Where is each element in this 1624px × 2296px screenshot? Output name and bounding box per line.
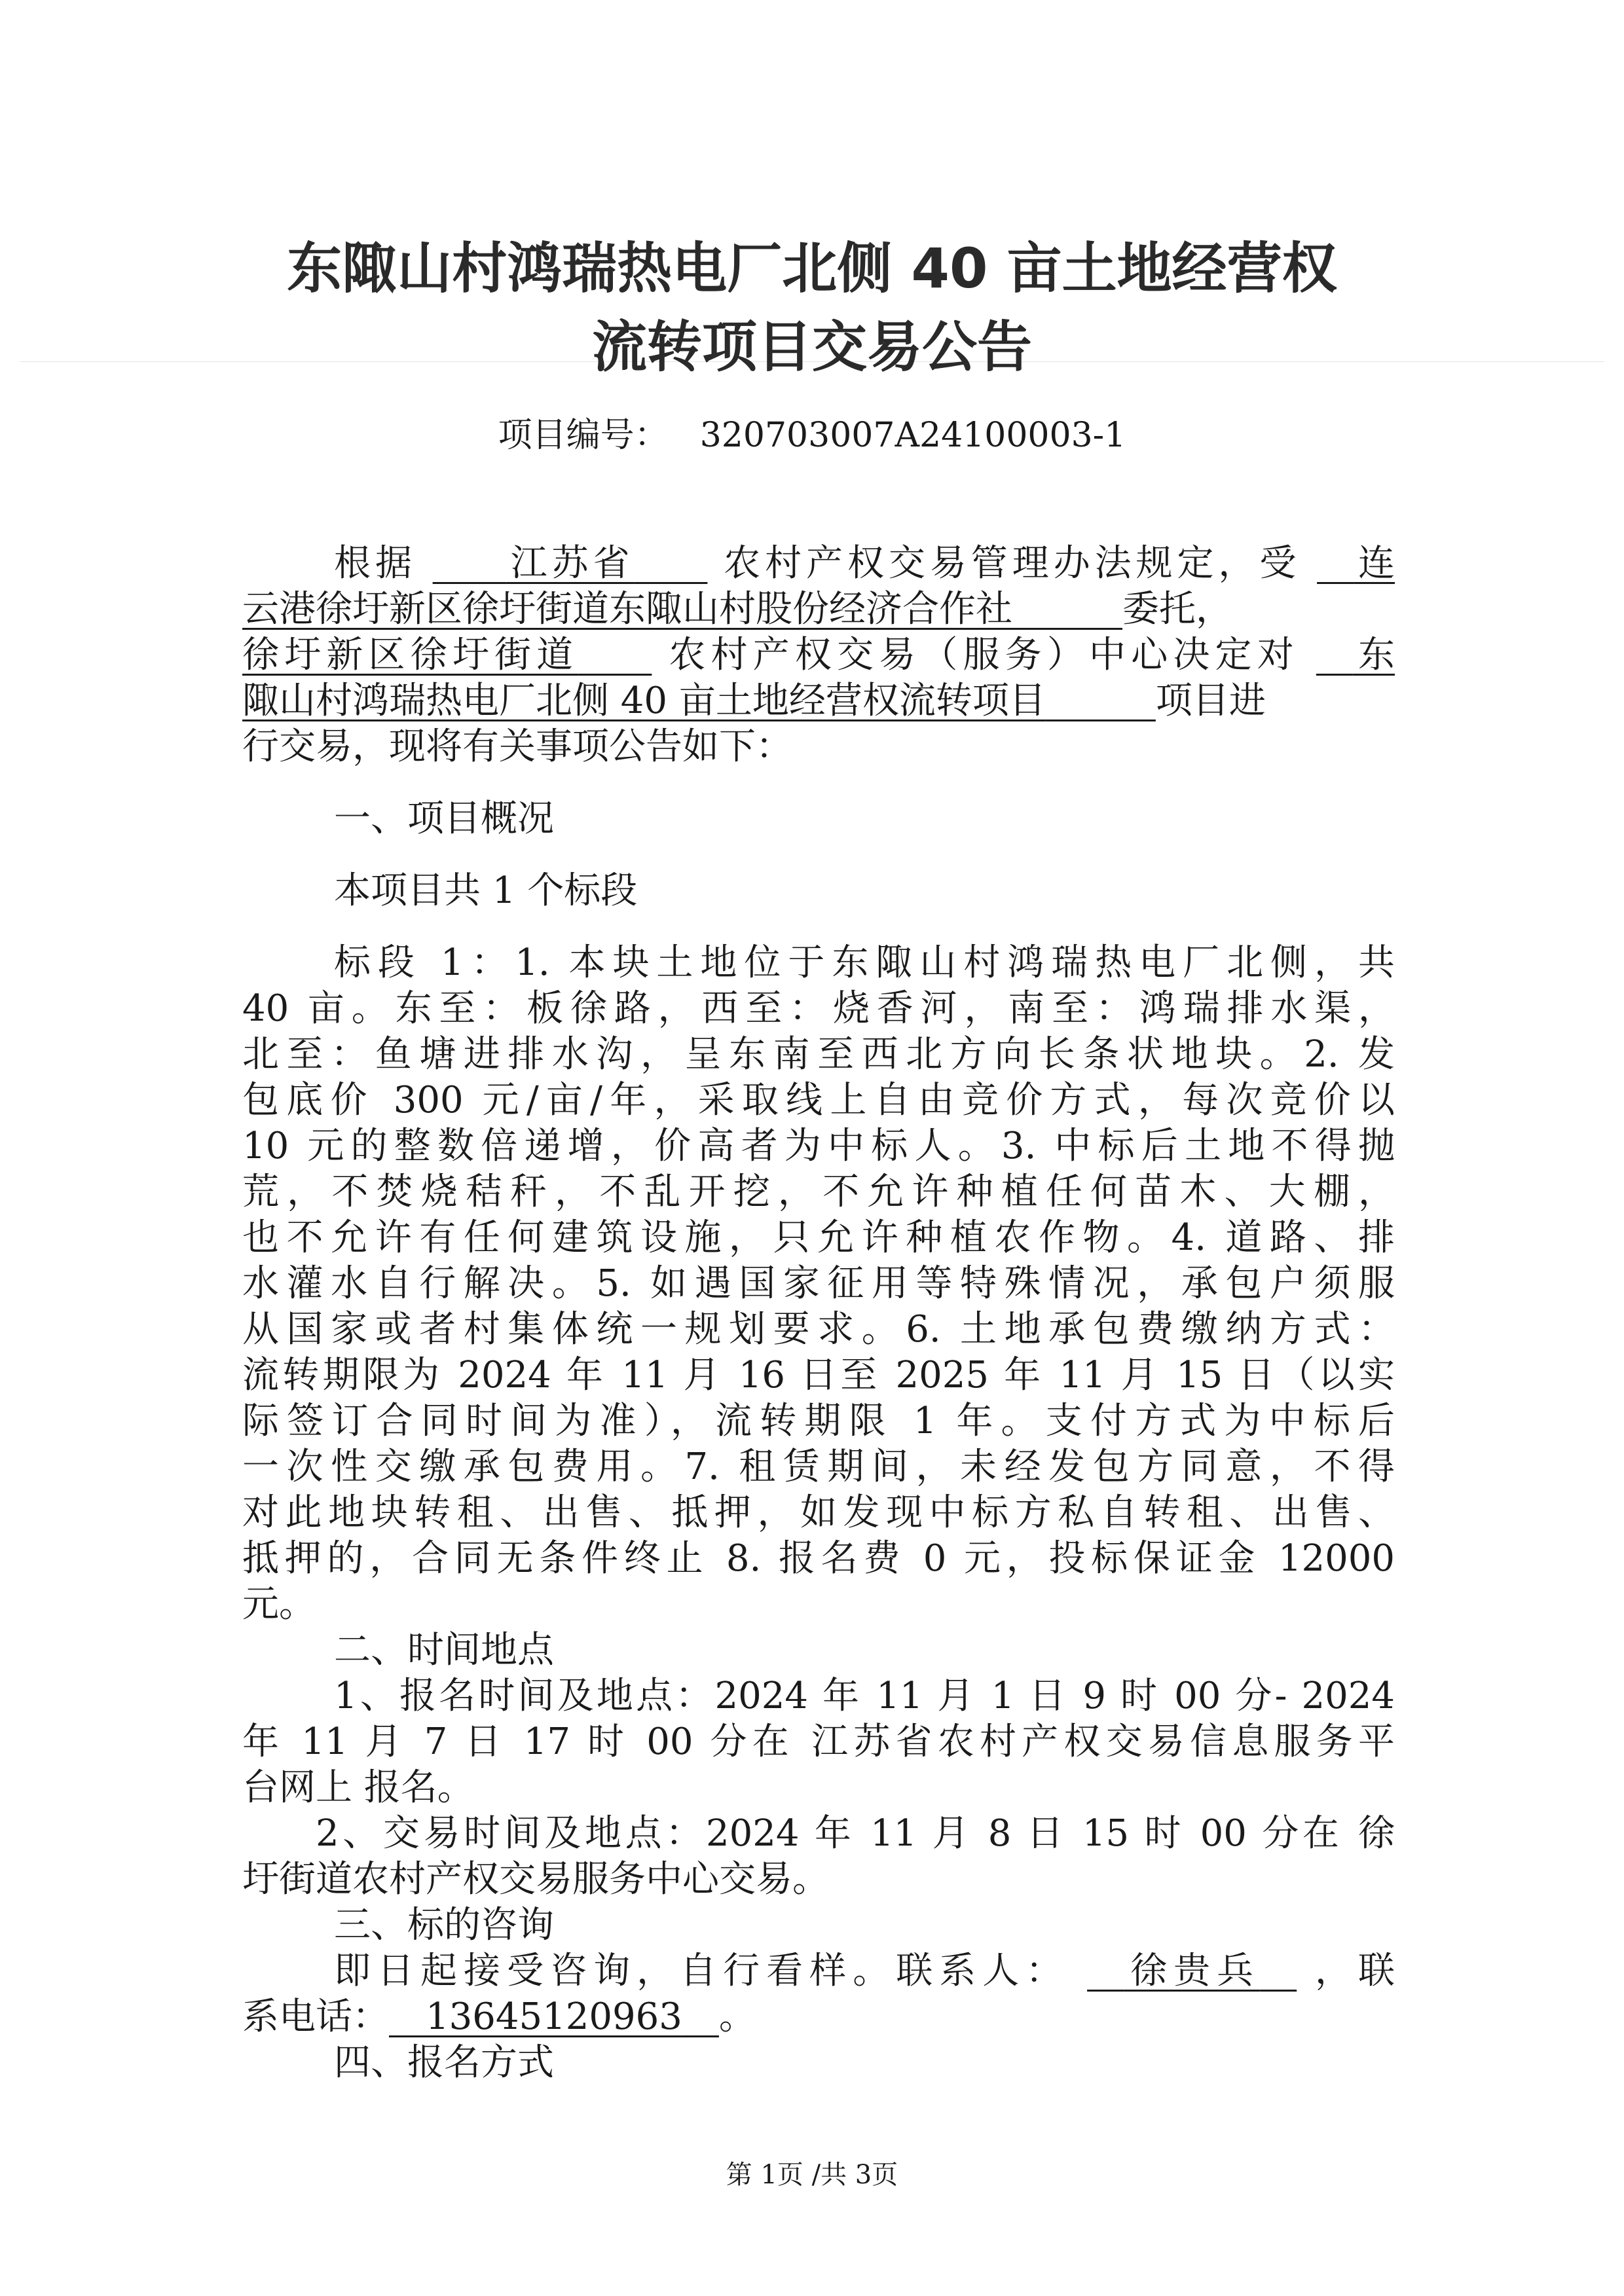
project-number-label: 项目编号： bbox=[498, 416, 669, 455]
time-place-line: 圩街道农村产权交易服务中心交易。 bbox=[242, 1858, 829, 1901]
entrustor-field-start: 连 bbox=[1354, 542, 1395, 585]
intro-line-2: 云港徐圩新区徐圩街道东陬山村股份经济合作社 委托， bbox=[242, 588, 1232, 630]
center-name-field: 徐圩新区徐圩街道 bbox=[242, 634, 579, 676]
project-field-start: 东 bbox=[1352, 634, 1395, 676]
consult-line-1: 即日起接受咨询，自行看样。联系人： 徐贵兵 ，联 bbox=[334, 1950, 1395, 1992]
document-title-line-2: 流转项目交易公告 bbox=[591, 315, 1032, 379]
section-1-subheading: 本项目共 1 个标段 bbox=[334, 869, 638, 912]
section-3-heading: 三、标的咨询 bbox=[334, 1904, 554, 1946]
lot-1-line: 包底价 300 元/亩/年，采取线上自由竞价方式，每次竞价以 bbox=[242, 1079, 1395, 1121]
project-number-value: 320703007A24100003-1 bbox=[699, 416, 1126, 455]
lot-1-line: 流转期限为 2024 年 11 月 16 日至 2025 年 11 月 15 日（以实 bbox=[242, 1354, 1395, 1396]
lot-1-line: 10 元的整数倍递增，价高者为中标人。3. 中标后土地不得抛 bbox=[242, 1125, 1395, 1167]
lot-1-line: 一次性交缴承包费用。7. 租赁期间，未经发包方同意，不得 bbox=[242, 1446, 1395, 1488]
time-place-line: 年 11 月 7 日 17 时 00 分在 江苏省农村产权交易信息服务平 bbox=[242, 1721, 1395, 1763]
document-title-line-1: 东陬山村鸿瑞热电厂北侧 40 亩土地经营权 bbox=[287, 236, 1337, 301]
phone-field: 13645120963 bbox=[426, 1995, 682, 2038]
lot-1-line: 从国家或者村集体统一规划要求。6. 土地承包费缴纳方式： bbox=[242, 1308, 1395, 1351]
lot-1-line: 对此地块转租、出售、抵押，如发现中标方私自转租、出售、 bbox=[242, 1491, 1395, 1534]
province-field: 江苏省 bbox=[506, 542, 635, 585]
lot-1-line: 标段 1：1. 本块土地位于东陬山村鸿瑞热电厂北侧，共 bbox=[334, 941, 1395, 984]
intro-line-5: 行交易，现将有关事项公告如下： bbox=[242, 725, 792, 768]
time-place-line: 2、交易时间及地点：2024 年 11 月 8 日 15 时 00 分在 徐 bbox=[316, 1812, 1395, 1855]
lot-1-line: 北至：鱼塘进排水沟，呈东南至西北方向长条状地块。2. 发 bbox=[242, 1033, 1395, 1076]
section-1-heading: 一、项目概况 bbox=[334, 797, 554, 840]
lot-1-line: 也不允许有任何建筑设施，只允许种植农作物。4. 道路、排 bbox=[242, 1216, 1395, 1259]
project-field: 陬山村鸿瑞热电厂北侧 40 亩土地经营权流转项目 bbox=[242, 680, 1046, 722]
time-place-line: 台网上 报名。 bbox=[242, 1766, 474, 1809]
time-place-line: 1、报名时间及地点：2024 年 11 月 1 日 9 时 00 分- 2024 bbox=[334, 1675, 1395, 1717]
intro-line-4: 陬山村鸿瑞热电厂北侧 40 亩土地经营权流转项目 项目进 bbox=[242, 680, 1266, 722]
page-footer: 第 1页 /共 3页 bbox=[726, 2160, 898, 2190]
document-body bbox=[242, 541, 1395, 2086]
lot-1-line: 荒，不焚烧秸秆，不乱开挖，不允许种植任何苗木、大棚， bbox=[242, 1171, 1395, 1213]
entrustor-field: 云港徐圩新区徐圩街道东陬山村股份经济合作社 bbox=[242, 588, 1012, 630]
lot-1-line: 水灌水自行解决。5. 如遇国家征用等特殊情况，承包户须服 bbox=[242, 1262, 1395, 1305]
lot-1-line: 际签订合同时间为准），流转期限 1 年。支付方式为中标后 bbox=[242, 1400, 1395, 1442]
intro-line-1: 根据 江苏省 农村产权交易管理办法规定，受 连 bbox=[334, 542, 1395, 585]
lot-1-line: 抵押的，合同无条件终止 8. 报名费 0 元，投标保证金 12000 bbox=[242, 1537, 1395, 1580]
intro-line-3: 徐圩新区徐圩街道 农村产权交易（服务）中心决定对 东 bbox=[242, 634, 1395, 676]
project-number bbox=[0, 412, 1624, 458]
section-4-heading: 四、报名方式 bbox=[334, 2041, 554, 2084]
section-2-heading: 二、时间地点 bbox=[334, 1629, 554, 1671]
consult-line-2: 系电话： 13645120963 。 bbox=[242, 1995, 756, 2038]
contact-person-field: 徐贵兵 bbox=[1124, 1950, 1261, 1992]
lot-1-line: 40 亩。东至：板徐路，西至：烧香河，南至：鸿瑞排水渠， bbox=[242, 987, 1395, 1030]
lot-1-line: 元。 bbox=[242, 1583, 316, 1626]
